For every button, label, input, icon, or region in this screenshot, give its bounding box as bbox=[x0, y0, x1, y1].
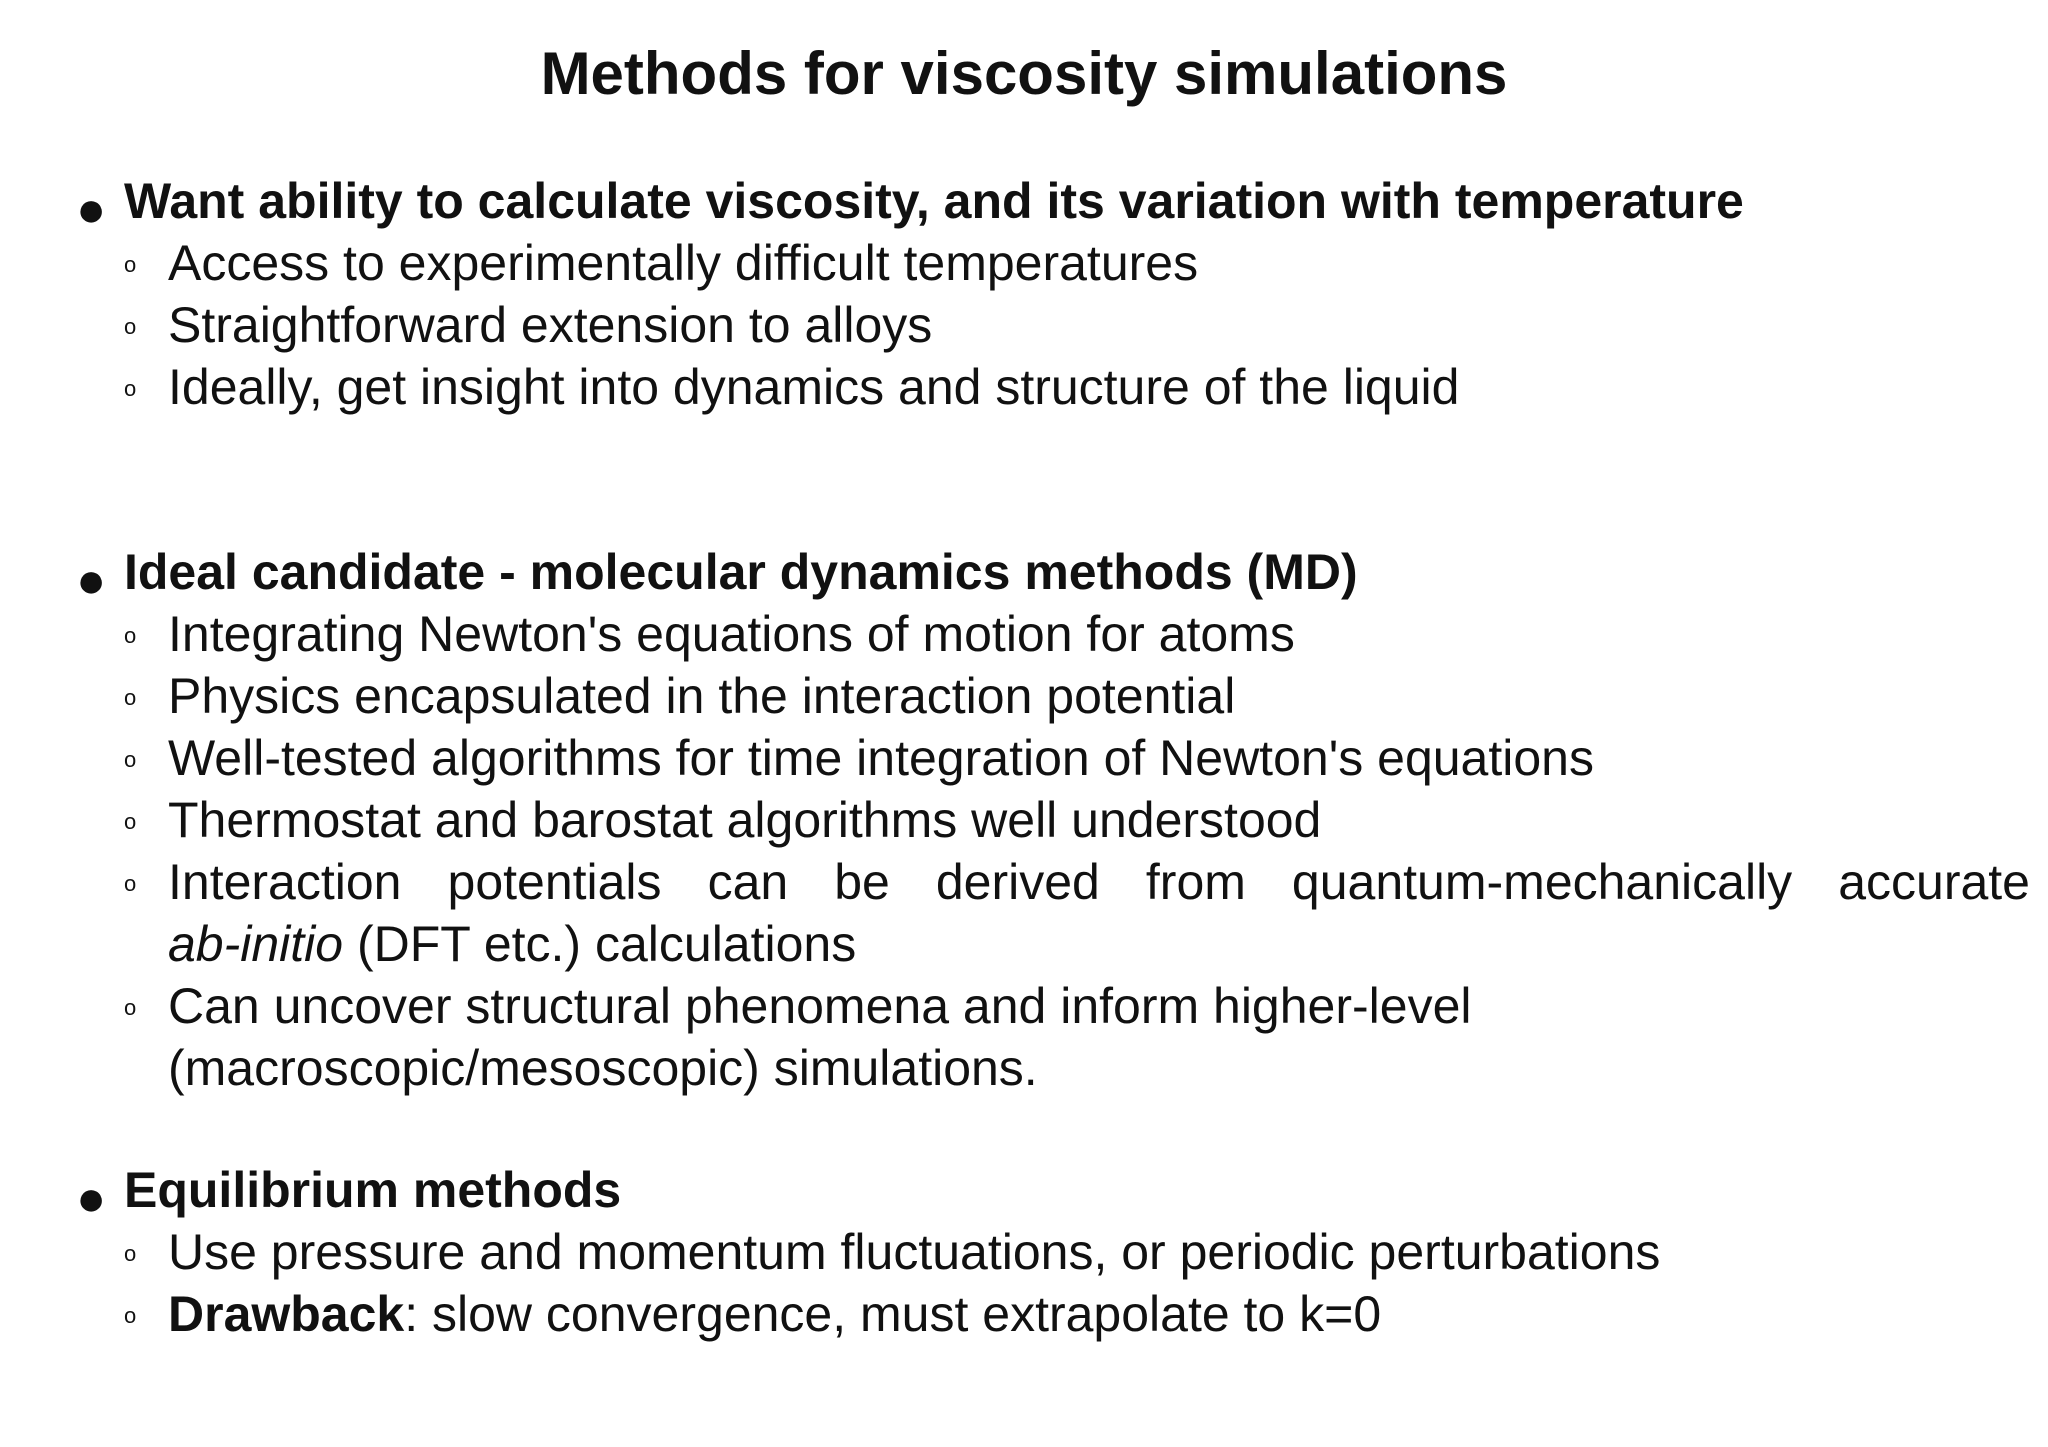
slide-title: Methods for viscosity simulations bbox=[540, 40, 1508, 107]
list-item-text: Well-tested algorithms for time integration of Newton's equations bbox=[168, 730, 1594, 786]
bullet-dot-icon: ● bbox=[76, 181, 107, 237]
bullet-heading-row bbox=[0, 541, 2048, 608]
list-item bbox=[0, 232, 2048, 294]
list-item-text: Integrating Newton's equations of motion for atoms bbox=[168, 606, 1295, 662]
section-md-candidate bbox=[0, 541, 2048, 1099]
dft-line-1: Interaction potentials can be derived from quantum-mechanically accurate bbox=[168, 854, 2030, 910]
list-item-text: Physics encapsulated in the interaction potential bbox=[168, 668, 1236, 724]
section-viscosity-goal bbox=[0, 170, 2048, 418]
bullet-heading-row bbox=[0, 1159, 2048, 1226]
sub-bullet-icon: o bbox=[124, 314, 137, 339]
sub-bullet-icon: o bbox=[124, 747, 137, 772]
list-item bbox=[0, 727, 2048, 789]
sub-bullet-icon: o bbox=[124, 252, 137, 277]
sub-bullet-icon: o bbox=[124, 1303, 137, 1328]
list-item bbox=[0, 294, 2048, 356]
sub-bullet-icon: o bbox=[124, 685, 137, 710]
list-item-text: Access to experimentally difficult temperatures bbox=[168, 235, 1199, 291]
list-item bbox=[0, 789, 2048, 851]
list-item-dft bbox=[0, 851, 2048, 975]
list-item-text bbox=[168, 1283, 2028, 1345]
structural-line-1: Can uncover structural phenomena and inform higher-level bbox=[168, 978, 1472, 1034]
drawback-text: : slow convergence, must extrapolate to k=0 bbox=[404, 1286, 1382, 1342]
ab-initio-text: ab-initio bbox=[168, 916, 344, 972]
list-item-text bbox=[168, 975, 2028, 1099]
sub-bullet-icon: o bbox=[124, 623, 137, 648]
drawback-label: Drawback bbox=[168, 1286, 405, 1342]
list-item-text: Thermostat and barostat algorithms well understood bbox=[168, 792, 1322, 848]
bullet-dot-icon: ● bbox=[76, 552, 107, 608]
list-item-drawback bbox=[0, 1283, 2048, 1345]
bullet-dot-icon: ● bbox=[76, 1170, 107, 1226]
list-item bbox=[0, 603, 2048, 665]
list-item-text: Straightforward extension to alloys bbox=[168, 297, 933, 353]
list-item-text: Ideally, get insight into dynamics and structure of the liquid bbox=[168, 359, 1460, 415]
sub-bullet-icon: o bbox=[124, 376, 137, 401]
sub-bullet-icon: o bbox=[124, 809, 137, 834]
sub-bullet-icon: o bbox=[124, 995, 137, 1020]
section-heading: Ideal candidate - molecular dynamics methods (MD) bbox=[124, 544, 1358, 600]
list-item-text: Use pressure and momentum fluctuations, or periodic perturbations bbox=[168, 1224, 1661, 1280]
structural-line-2: (macroscopic/mesoscopic) simulations. bbox=[168, 1040, 1038, 1096]
section-heading: Equilibrium methods bbox=[124, 1162, 622, 1218]
list-item bbox=[0, 1221, 2048, 1283]
bullet-heading-row bbox=[0, 170, 2048, 237]
sub-bullet-icon: o bbox=[124, 871, 137, 896]
list-item-text bbox=[168, 851, 2030, 975]
section-heading: Want ability to calculate viscosity, and its variation with temperature bbox=[124, 173, 1744, 229]
section-equilibrium bbox=[0, 1159, 2048, 1345]
dft-line-rest: (DFT etc.) calculations bbox=[343, 916, 857, 972]
list-item bbox=[0, 665, 2048, 727]
list-item bbox=[0, 356, 2048, 418]
sub-bullet-icon: o bbox=[124, 1241, 137, 1266]
list-item-structural bbox=[0, 975, 2048, 1099]
